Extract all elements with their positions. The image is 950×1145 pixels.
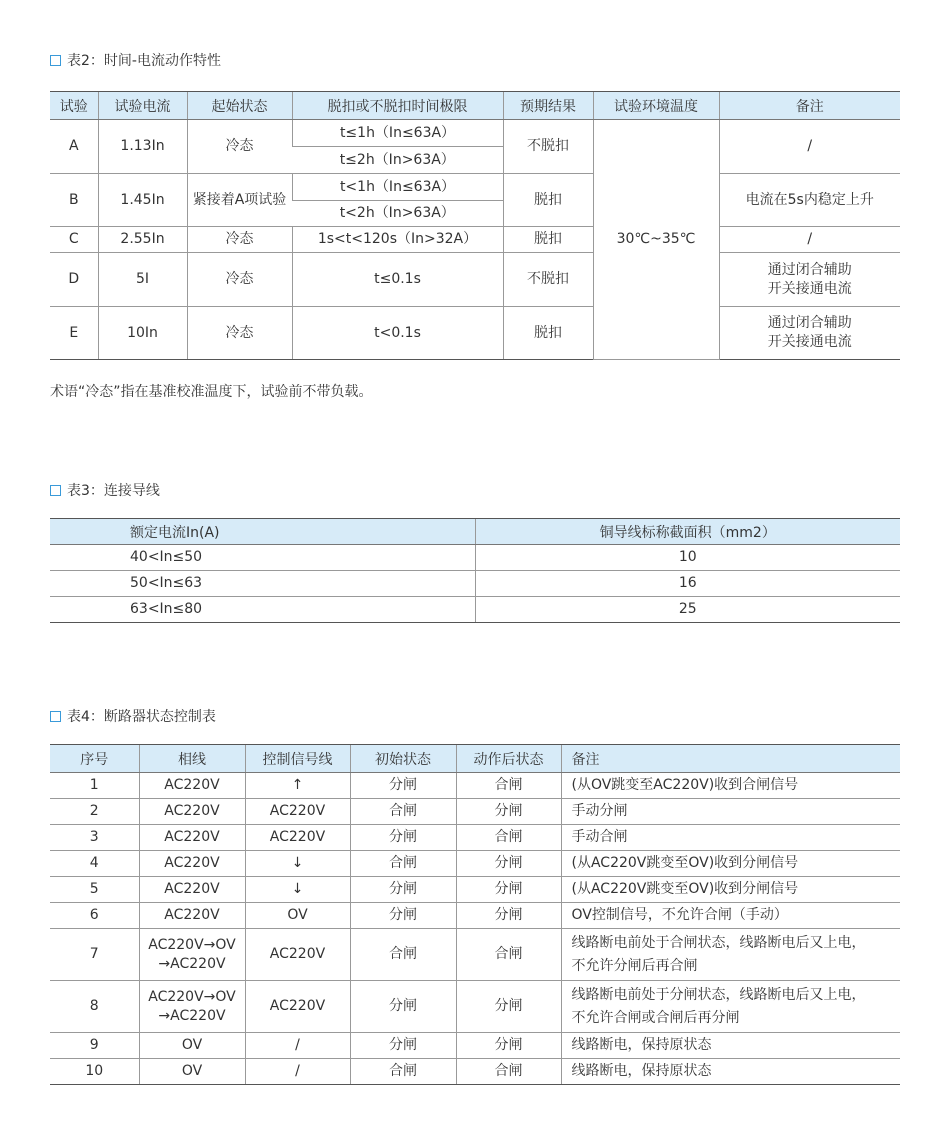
col-header: 控制信号线: [245, 745, 350, 773]
control-signal: AC220V: [245, 825, 350, 851]
state-after-action: 合闸: [456, 825, 561, 851]
remark-line: 通过闭合辅助: [767, 315, 852, 331]
remark: 手动合闸: [561, 825, 900, 851]
remark: (从AC220V跳变至OV)收到分闸信号: [561, 851, 900, 877]
phase-line: OV: [139, 1059, 245, 1085]
control-signal: AC220V: [245, 981, 350, 1033]
row-number: 3: [50, 825, 139, 851]
remark-line: 不允许合闸或合闸后再分闸: [571, 1009, 740, 1026]
table3-conductors: [50, 518, 900, 623]
start-state: 冷态: [187, 253, 292, 307]
table-row: [50, 799, 900, 825]
state-after-action: 分闸: [456, 1033, 561, 1059]
remark-line: 开关接通电流: [767, 334, 852, 350]
remark-line: 不允许分闸后再合闸: [571, 957, 698, 974]
table-row: [50, 227, 900, 253]
state-after-action: 合闸: [456, 929, 561, 981]
row-number: 9: [50, 1033, 139, 1059]
state-after-action: 分闸: [456, 903, 561, 929]
table3-title: [50, 480, 160, 500]
initial-state: 合闸: [350, 851, 456, 877]
col-header: 备注: [719, 92, 900, 120]
table-row: [50, 1059, 900, 1085]
remark: [561, 929, 900, 981]
cross-section: 16: [475, 571, 900, 597]
time-limit: t<0.1s: [292, 307, 503, 360]
table2-title-text: 表2：时间-电流动作特性: [67, 53, 221, 69]
test-current: 5I: [98, 253, 187, 307]
square-bullet-icon: [50, 55, 61, 66]
time-limit: t≤1h（In≤63A）: [292, 120, 503, 147]
expected-result: 不脱扣: [503, 253, 593, 307]
phase-line: [139, 981, 245, 1033]
col-header: 预期结果: [503, 92, 593, 120]
table-row: [50, 773, 900, 799]
remark-line: 开关接通电流: [767, 280, 852, 297]
table3-title-text: 表3：连接导线: [67, 483, 160, 499]
row-number: 2: [50, 799, 139, 825]
table2-time-current: [50, 91, 900, 360]
test-current: 2.55In: [98, 227, 187, 253]
state-after-action: 分闸: [456, 877, 561, 903]
initial-state: 分闸: [350, 877, 456, 903]
expected-result: 脱扣: [503, 307, 593, 360]
remark: OV控制信号，不允许合闸（手动）: [561, 903, 900, 929]
remark: 线路断电，保持原状态: [561, 1033, 900, 1059]
state-after-action: 合闸: [456, 1059, 561, 1085]
table-row: [50, 597, 900, 623]
col-header: 备注: [561, 745, 900, 773]
remark: [719, 307, 900, 360]
initial-state: 分闸: [350, 1033, 456, 1059]
rated-current: 50<In≤63: [50, 571, 475, 597]
initial-state: 分闸: [350, 981, 456, 1033]
initial-state: 分闸: [350, 825, 456, 851]
test-current: 1.45In: [98, 174, 187, 227]
test-current: 10In: [98, 307, 187, 360]
table-row: [50, 120, 900, 147]
cross-section: 25: [475, 597, 900, 623]
table4-title-text: 表4：断路器状态控制表: [67, 709, 216, 725]
time-limit: t<1h（In≤63A）: [292, 174, 503, 201]
table-row: [50, 877, 900, 903]
table-row: [50, 174, 900, 201]
test-id: A: [50, 120, 98, 174]
remark: (从OV跳变至AC220V)收到合闸信号: [561, 773, 900, 799]
phase-line: AC220V: [139, 851, 245, 877]
table4-body: [50, 773, 900, 1085]
col-header: 动作后状态: [456, 745, 561, 773]
phase-line: AC220V: [139, 773, 245, 799]
col-header: 铜导线标称截面积（mm2）: [475, 519, 900, 545]
control-signal: /: [245, 1033, 350, 1059]
remark: [561, 981, 900, 1033]
phase-line: [139, 929, 245, 981]
test-id: B: [50, 174, 98, 227]
remark: 手动分闸: [561, 799, 900, 825]
rated-current: 63<In≤80: [50, 597, 475, 623]
start-state: 冷态: [187, 227, 292, 253]
table-row: [50, 253, 900, 307]
control-signal: AC220V: [245, 929, 350, 981]
expected-result: 不脱扣: [503, 120, 593, 174]
remark-line: 通过闭合辅助: [767, 261, 852, 278]
row-number: 6: [50, 903, 139, 929]
remark: /: [719, 227, 900, 253]
initial-state: 分闸: [350, 773, 456, 799]
col-header: 脱扣或不脱扣时间极限: [292, 92, 503, 120]
time-limit: t≤2h（In>63A）: [292, 147, 503, 174]
remark: (从AC220V跳变至OV)收到分闸信号: [561, 877, 900, 903]
initial-state: 合闸: [350, 799, 456, 825]
start-state: 冷态: [187, 120, 292, 174]
phase-line-line: →AC220V: [158, 955, 226, 972]
phase-line-line: AC220V→OV: [148, 988, 236, 1005]
table-row: [50, 1033, 900, 1059]
table-row: [50, 981, 900, 1033]
expected-result: 脱扣: [503, 227, 593, 253]
col-header: 起始状态: [187, 92, 292, 120]
control-signal: AC220V: [245, 799, 350, 825]
table2-footnote: 术语“冷态”指在基准校准温度下，试验前不带负载。: [50, 384, 373, 400]
ambient-temperature: 30℃~35℃: [593, 120, 719, 360]
table-row: [50, 929, 900, 981]
phase-line: AC220V: [139, 825, 245, 851]
phase-line: AC220V: [139, 799, 245, 825]
table-header-row: [50, 745, 900, 773]
state-after-action: 分闸: [456, 981, 561, 1033]
phase-line-line: AC220V→OV: [148, 936, 236, 953]
square-bullet-icon: [50, 711, 61, 722]
table-row: [50, 545, 900, 571]
row-number: 1: [50, 773, 139, 799]
state-after-action: 合闸: [456, 773, 561, 799]
table4-state-control: [50, 744, 900, 1085]
table-header-row: [50, 92, 900, 120]
table2-title: [50, 50, 221, 70]
test-id: D: [50, 253, 98, 307]
row-number: 8: [50, 981, 139, 1033]
col-header: 相线: [139, 745, 245, 773]
table4-title: [50, 706, 216, 726]
square-bullet-icon: [50, 485, 61, 496]
row-number: 5: [50, 877, 139, 903]
state-after-action: 分闸: [456, 799, 561, 825]
phase-line: AC220V: [139, 903, 245, 929]
row-number: 7: [50, 929, 139, 981]
table-row: [50, 825, 900, 851]
col-header: 额定电流In(A): [50, 519, 475, 545]
initial-state: 合闸: [350, 929, 456, 981]
time-limit: 1s<t<120s（In>32A）: [292, 227, 503, 253]
row-number: 10: [50, 1059, 139, 1085]
expected-result: 脱扣: [503, 174, 593, 227]
phase-line: OV: [139, 1033, 245, 1059]
table-row: [50, 307, 900, 360]
time-limit: t≤0.1s: [292, 253, 503, 307]
start-state: 紧接着A项试验: [187, 174, 292, 227]
state-after-action: 分闸: [456, 851, 561, 877]
table-row: [50, 903, 900, 929]
start-state: 冷态: [187, 307, 292, 360]
time-limit: t<2h（In>63A）: [292, 201, 503, 227]
table-header-row: [50, 519, 900, 545]
remark: 线路断电，保持原状态: [561, 1059, 900, 1085]
initial-state: 合闸: [350, 1059, 456, 1085]
table-row: [50, 851, 900, 877]
cross-section: 10: [475, 545, 900, 571]
remark: /: [719, 120, 900, 174]
control-signal: OV: [245, 903, 350, 929]
test-id: C: [50, 227, 98, 253]
remark: 电流在5s内稳定上升: [719, 174, 900, 227]
remark-line: 线路断电前处于合闸状态，线路断电后又上电，: [571, 934, 866, 951]
remark: [719, 253, 900, 307]
col-header: 序号: [50, 745, 139, 773]
table-row: [50, 571, 900, 597]
control-signal: /: [245, 1059, 350, 1085]
col-header: 试验电流: [98, 92, 187, 120]
control-signal: ↑: [245, 773, 350, 799]
col-header: 初始状态: [350, 745, 456, 773]
remark-line: 线路断电前处于分闸状态，线路断电后又上电，: [571, 986, 866, 1003]
rated-current: 40<In≤50: [50, 545, 475, 571]
test-current: 1.13In: [98, 120, 187, 174]
phase-line: AC220V: [139, 877, 245, 903]
row-number: 4: [50, 851, 139, 877]
phase-line-line: →AC220V: [158, 1007, 226, 1024]
col-header: 试验: [50, 92, 98, 120]
test-id: E: [50, 307, 98, 360]
control-signal: ↓: [245, 877, 350, 903]
control-signal: ↓: [245, 851, 350, 877]
initial-state: 分闸: [350, 903, 456, 929]
col-header: 试验环境温度: [593, 92, 719, 120]
